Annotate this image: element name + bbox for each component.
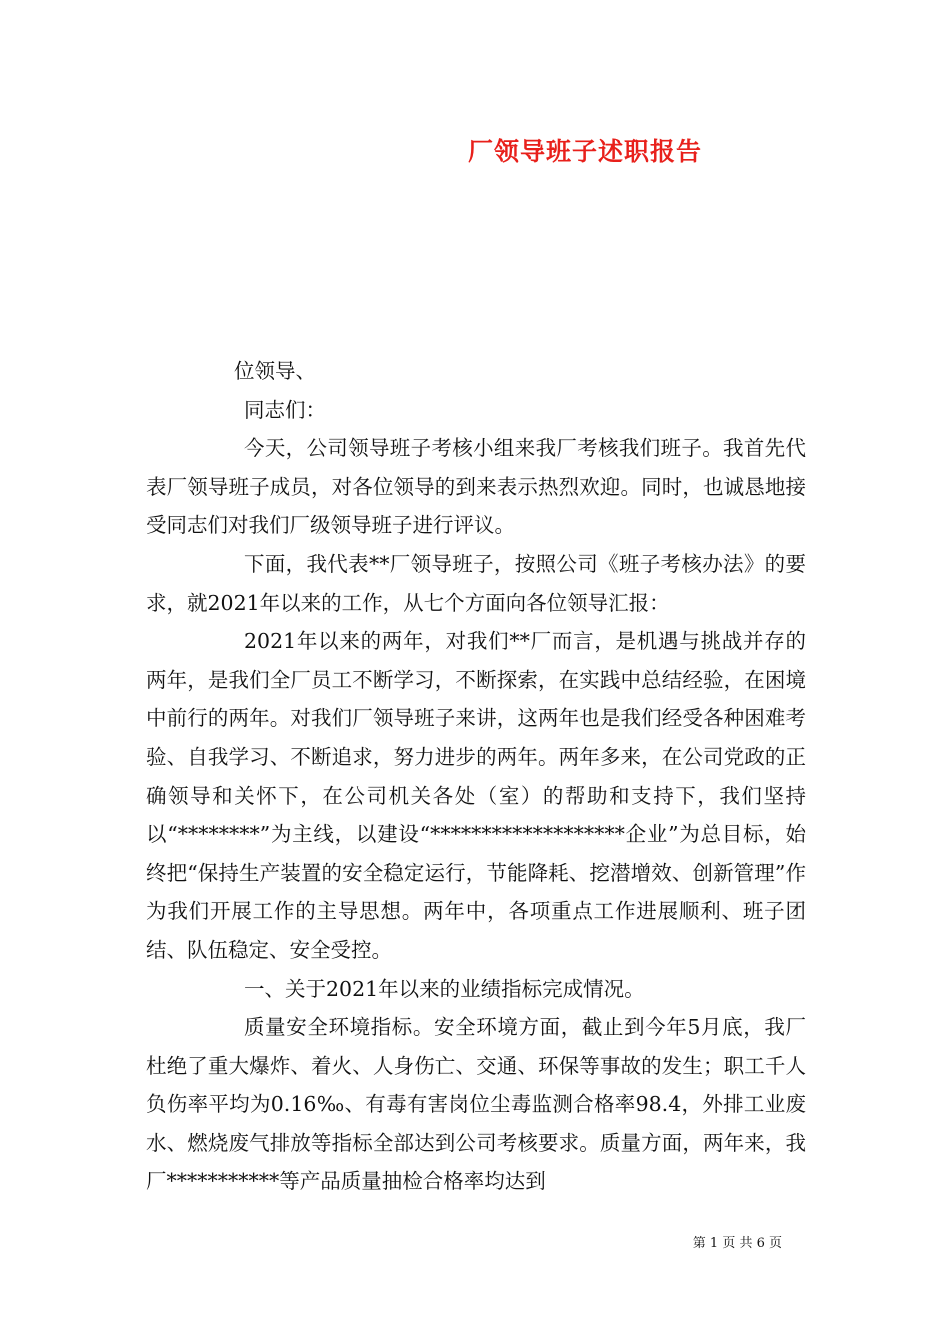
- body-paragraph: 2021年以来的两年，对我们**厂而言，是机遇与挑战并存的两年，是我们全厂员工不断学习，不断探索，在实践中总结经验，在困境中前行的两年。对我们厂领导班子来讲，这两年也是我们经受各种困难考验、自我学习、不断追求，努力进步的两年。两年多来，在公司党政的正确领导和关怀下，在公司机关各处（室）的帮助和支持下，我们坚持以“********”为主线，以建设“*******************企业”为总目标，始终把“保持生产装置的安全稳定运行，节能降耗、挖潜增效、创新管理”作为我们开展工作的主导思想。两年中，各项重点工作进展顺利、班子团结、队伍稳定、安全受控。: [146, 629, 806, 962]
- document-body: [146, 352, 806, 1201]
- salutation-line-1: 位领导、: [234, 359, 316, 383]
- salutation-line-2: 同志们：: [244, 397, 326, 422]
- body-paragraph: 今天，公司领导班子考核小组来我厂考核我们班子。我首先代表厂领导班子成员，对各位领导的到来表示热烈欢迎。同时，也诚恳地接受同志们对我们厂级领导班子进行评议。: [146, 436, 806, 538]
- body-paragraph: 质量安全环境指标。安全环境方面，截止到今年5月底，我厂杜绝了重大爆炸、着火、人身伤亡、交通、环保等事故的发生；职工千人负伤率平均为0.16‰、有毒有害岗位尘毒监测合格率98.4，外排工业废水、燃烧废气排放等指标全部达到公司考核要求。质量方面，两年来，我厂***********等产品质量抽检合格率均达到: [146, 1015, 806, 1194]
- page-number-footer: 第 1 页 共 6 页: [692, 1236, 782, 1251]
- document-title: 厂领导班子述职报告: [468, 137, 703, 166]
- body-paragraph: 下面，我代表**厂领导班子，按照公司《班子考核办法》的要求，就2021年以来的工作，从七个方面向各位领导汇报：: [146, 551, 806, 615]
- section-heading: 一、关于2021年以来的业绩指标完成情况。: [244, 976, 645, 1001]
